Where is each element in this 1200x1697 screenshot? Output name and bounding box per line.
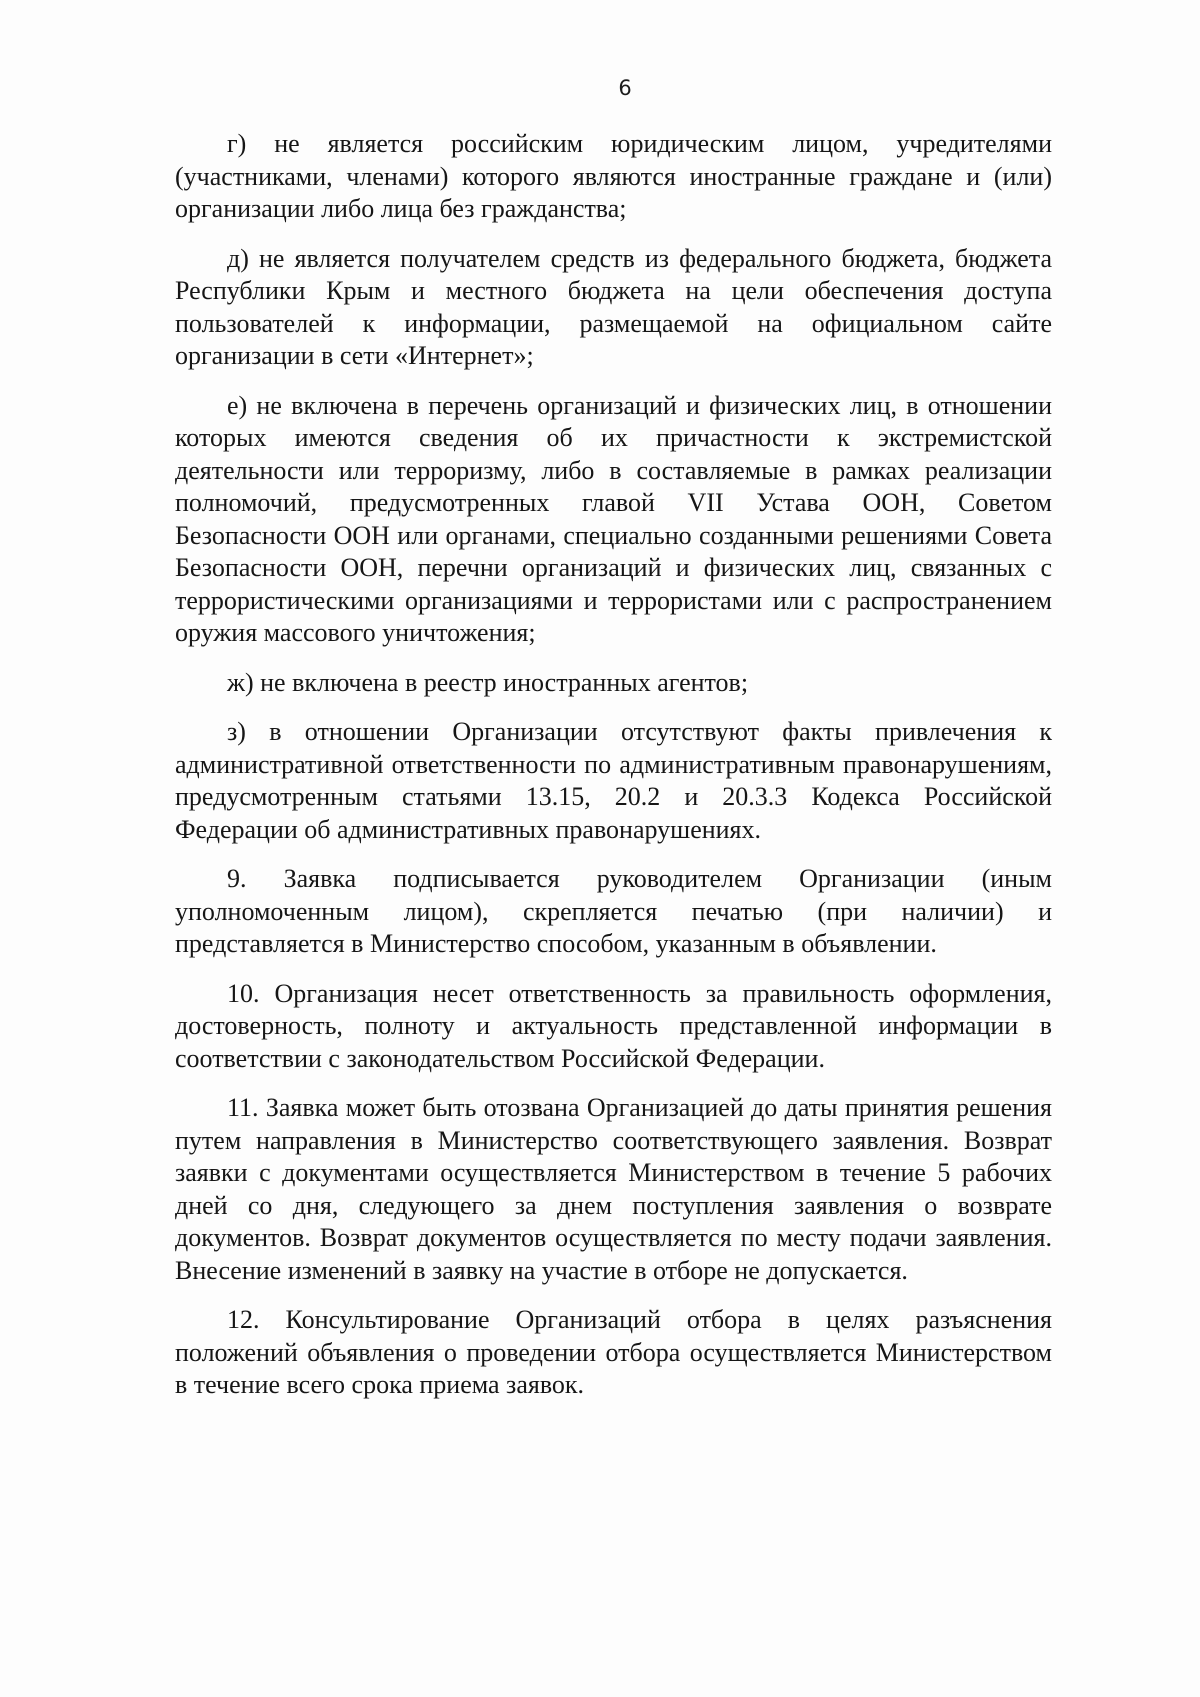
paragraph-clause-12: 12. Консультирование Организаций отбора в целях разъяснения положений объявления о проведении отбора осуществляется Министерством в течение всего срока приема заявок. — [175, 1305, 1052, 1399]
document-body — [175, 128, 1052, 1402]
paragraph-clause-9: 9. Заявка подписывается руководителем Организации (иным уполномоченным лицом), скрепляется печатью (при наличии) и представляется в Министерство способом, указанным в объявлении. — [175, 864, 1052, 958]
paragraph-item-g: г) не является российским юридическим лицом, учредителями (участниками, членами) которого являются иностранные граждане и (или) организации либо лица без гражданства; — [175, 129, 1052, 223]
paragraph-item-d: д) не является получателем средств из федерального бюджета, бюджета Республики Крым и местного бюджета на цели обеспечения доступа пользователей к информации, размещаемой на официальном сайте организации в сети «Интернет»; — [175, 243, 1052, 370]
paragraph-clause-11: 11. Заявка может быть отозвана Организацией до даты принятия решения путем направления в Министерство соответствующего заявления. Возврат заявки с документами осуществляется Министерством в течение 5 рабочих дней со дня, следующего за днем поступления заявления о возврате документов. Возврат документов осуществляется по месту подачи заявления. Внесение изменений в заявку на участие в отборе не допускается. — [175, 1093, 1052, 1285]
paragraph-item-e: е) не включена в перечень организаций и физических лиц, в отношении которых имеются сведения об их причастности к экстремистской деятельности или терроризму, либо в составляемые в рамках реализации полномочий, предусмотренных главой VII Устава ООН, Советом Безопасности ООН или органами, специально созданными решениями Совета Безопасности ООН, перечни организаций и физических лиц, связанных с террористическими организациями и террористами или с распространением оружия массового уничтожения; — [175, 390, 1052, 647]
paragraph-clause-10: 10. Организация несет ответственность за правильность оформления, достоверность, полноту и актуальность представленной информации в соответствии с законодательством Российской Федерации. — [175, 978, 1052, 1073]
paragraph-item-zh: ж) не включена в реестр иностранных агентов; — [227, 667, 749, 697]
page-number: 6 — [618, 76, 632, 100]
paragraph-item-z: з) в отношении Организации отсутствуют факты привлечения к административной ответственности по административным правонарушениям, предусмотренным статьями 13.15, 20.2 и 20.3.3 Кодекса Российской Федерации об административных правонарушениях. — [175, 717, 1052, 844]
